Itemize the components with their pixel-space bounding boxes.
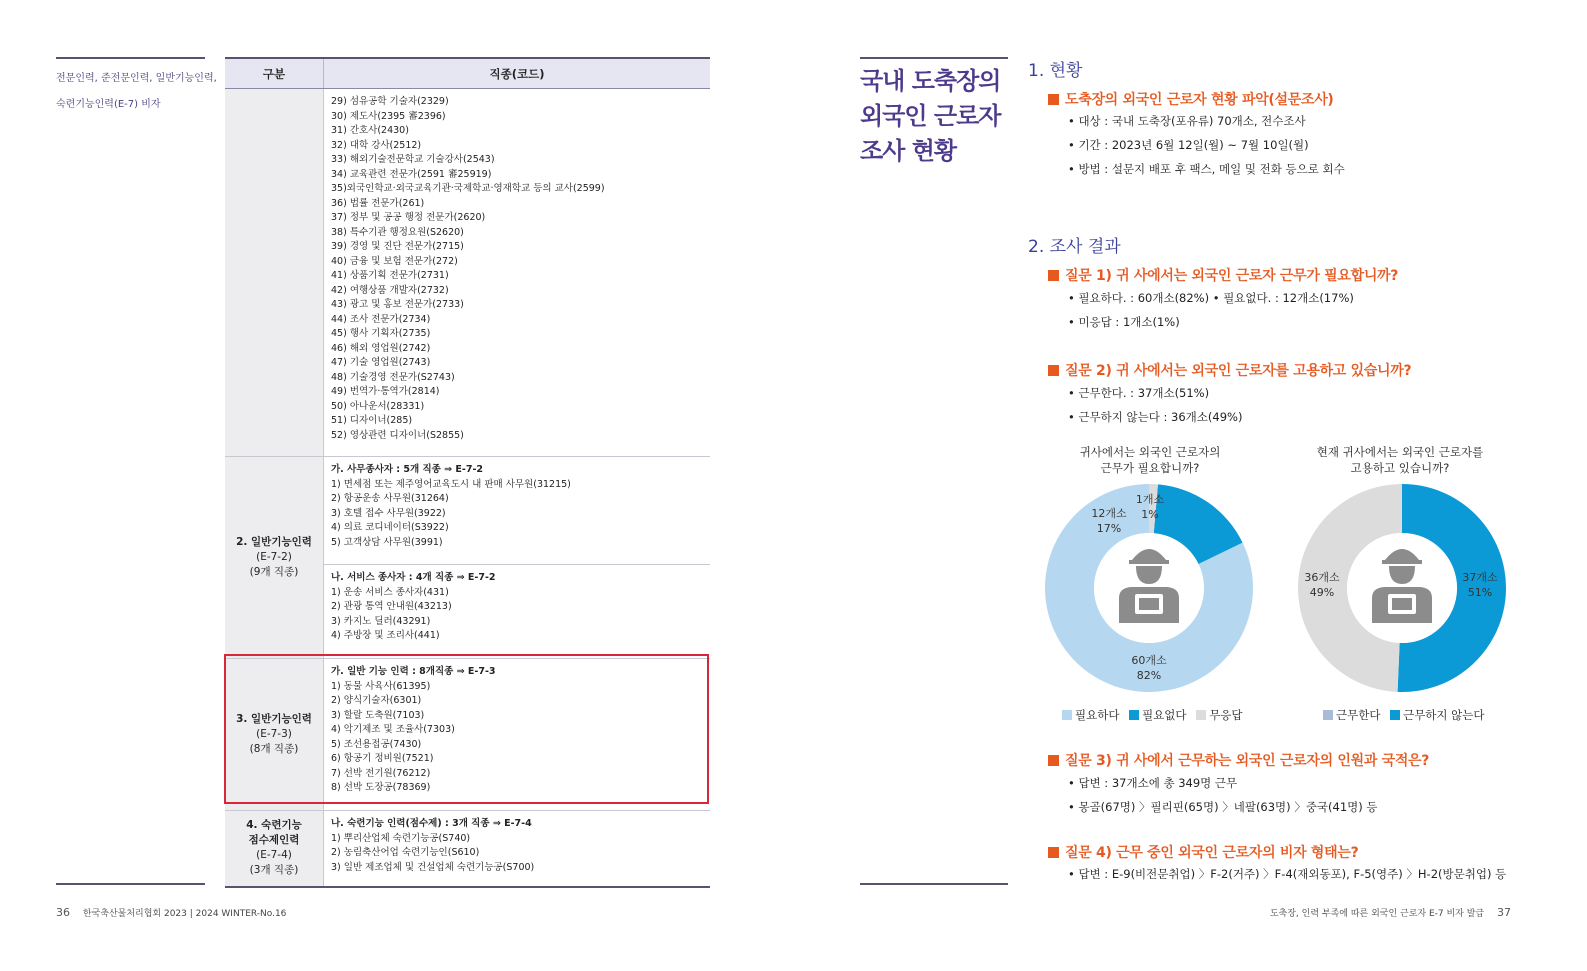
category-code: (E-7-2) [256, 551, 292, 563]
job-item: 4) 주방장 및 조리사(441) [331, 630, 440, 641]
footer-text: 한국축산물처리협회 2023 | 2024 WINTER-No.16 [82, 909, 287, 919]
job-item: 30) 제도사(2395 審2396) [331, 110, 446, 122]
chart-title-line: 현재 귀사에서는 외국인 근로자를 [1316, 445, 1484, 459]
chart2-legend [1317, 707, 1485, 723]
footer-text: 도축장, 인력 부족에 따른 외국인 근로자 E-7 비자 발급 [1269, 909, 1485, 919]
slice-count: 37개소 [1462, 571, 1498, 584]
sidebar-line: 전문인력, 준전문인력, 일반기능인력, [56, 73, 217, 84]
category-cell-empty [225, 89, 324, 457]
chart2-title [1290, 444, 1510, 476]
job-item: 41) 상품기획 전문가(2731) [331, 270, 449, 281]
job-item: 3) 할랄 도축원(7103) [331, 709, 425, 721]
slice-count: 12개소 [1091, 507, 1127, 520]
job-item: 4) 의료 코디네이터(S3922) [331, 522, 449, 533]
job-item: 38) 특수기관 행정요원(S2620) [331, 226, 464, 238]
job-item: 45) 행사 기획자(2735) [331, 328, 431, 339]
job-item: 3) 카지노 딜러(43291) [331, 615, 431, 627]
bullet-text: • 필요하다. : 60개소(82%) • 필요없다. : 12개소(17%) [1068, 291, 1354, 305]
bullet-text: • 근무하지 않는다 : 36개소(49%) [1068, 410, 1243, 424]
square-bullet-icon [1048, 847, 1059, 858]
question-text: 질문 4) 근무 중인 외국인 근로자의 비자 형태는? [1065, 845, 1359, 861]
job-item: 42) 여행상품 개발자(2732) [331, 284, 449, 296]
slice-percent: 51% [1467, 586, 1493, 599]
square-bullet-icon [1048, 755, 1059, 766]
job-item: 46) 해외 영업원(2742) [331, 342, 431, 354]
legend-swatch [1062, 710, 1072, 720]
job-item: 34) 교육관련 전문가(2591 審25919) [331, 168, 492, 180]
chart-title-line: 귀사에서는 외국인 근로자의 [1079, 445, 1221, 459]
square-bullet-icon [1048, 365, 1059, 376]
subgroup-title: 가. 사무종사자 : 5개 직종 ⇒ E-7-2 [331, 464, 484, 475]
job-item: 6) 항공기 정비원(7521) [331, 753, 434, 764]
chart1-label-noresponse [1130, 492, 1170, 522]
bullet-text: • 방법 : 설문지 배포 후 팩스, 메일 및 전화 등으로 회수 [1068, 162, 1345, 176]
title-top-rule [860, 57, 1008, 59]
category-count: (3개 직종) [249, 864, 299, 877]
job-list-cell [324, 565, 711, 659]
square-bullet-icon [1048, 94, 1059, 105]
legend-swatch [1196, 710, 1206, 720]
bullet-text: • 기간 : 2023년 6월 12일(월) ~ 7월 10일(월) [1068, 138, 1309, 152]
job-item: 36) 법률 전문가(261) [331, 197, 425, 209]
subgroup-title: 가. 일반 기능 인력 : 8개직종 ⇒ E-7-3 [331, 666, 496, 677]
title-line: 외국인 근로자 [860, 102, 1001, 130]
job-item: 2) 항공운송 사무원(31264) [331, 493, 449, 504]
job-item: 37) 정부 및 공공 행정 전문가(2620) [331, 212, 486, 223]
category-name: 점수제인력 [248, 834, 300, 847]
category-name: 4. 숙련기능 [246, 819, 302, 832]
slice-percent: 17% [1096, 522, 1122, 535]
job-list [331, 478, 704, 551]
job-item: 50) 아나운서(28331) [331, 400, 425, 412]
category-cell-e74 [225, 811, 324, 887]
category-count: (9개 직종) [249, 566, 299, 578]
slice-count: 60개소 [1131, 654, 1167, 667]
heading-results: 2. 조사 결과 [1028, 237, 1121, 257]
job-item: 1) 운송 서비스 종사자(431) [331, 586, 449, 598]
job-item: 40) 금융 및 보험 전문가(272) [331, 255, 458, 267]
job-list-cell [324, 457, 711, 565]
category-name: 3. 일반기능인력 [236, 713, 312, 725]
slice-count: 1개소 [1135, 493, 1165, 506]
chart-title-line: 고용하고 있습니까? [1350, 461, 1450, 475]
overall-pocket [1392, 598, 1412, 610]
slice-percent: 49% [1309, 586, 1335, 599]
bullet-text: • 근무한다. : 37개소(51%) [1068, 386, 1210, 400]
title-bottom-rule [860, 883, 1008, 885]
category-count: (8개 직종) [249, 743, 299, 755]
job-item: 4) 악기제조 및 조율사(7303) [331, 724, 455, 735]
job-item: 51) 디자이너(285) [331, 415, 413, 426]
job-item: 3) 호텔 접수 사무원(3922) [331, 507, 446, 519]
legend-swatch [1129, 710, 1139, 720]
bullet-text: • 대상 : 국내 도축장(포유류) 70개소, 전수조사 [1068, 114, 1306, 128]
category-code: (E-7-4) [256, 849, 292, 862]
legend-label: 필요없다 [1142, 708, 1187, 722]
chart1-legend [1056, 707, 1243, 723]
job-item: 1) 뿌리산업체 숙련기능공(S740) [331, 832, 471, 844]
job-item: 43) 광고 및 홍보 전문가(2733) [331, 299, 464, 310]
chart2-label-notemployed [1298, 570, 1346, 600]
job-item: 31) 간호사(2430) [331, 125, 409, 136]
job-list-cell [324, 811, 711, 887]
job-item: 35)외국인학교·외국교육기관·국제학교·영재학교 등의 교사(2599) [331, 183, 605, 194]
question-text: 질문 2) 귀 사에서는 외국인 근로자를 고용하고 있습니까? [1065, 363, 1412, 379]
question-3 [1048, 750, 1429, 770]
job-list [331, 586, 704, 644]
subgroup-title: 나. 숙련기능 인력(점수제) : 3개 직종 ⇒ E-7-4 [331, 818, 532, 829]
highlight-box [224, 654, 709, 804]
job-item: 5) 조선용접공(7430) [331, 738, 422, 750]
legend-label: 근무한다 [1336, 708, 1381, 722]
question-2 [1048, 360, 1411, 380]
question-text: 질문 1) 귀 사에서는 외국인 근로자 근무가 필요합니까? [1065, 268, 1399, 284]
chart1-label-notneeded [1085, 506, 1133, 536]
question-text: 도축장의 외국인 근로자 현황 파악(설문조사) [1065, 92, 1334, 108]
overall-pocket [1139, 598, 1159, 610]
question-survey [1048, 89, 1334, 109]
title-line: 조사 현황 [860, 137, 957, 165]
page-number: 36 [56, 906, 70, 919]
job-item: 1) 면세점 또는 제주영어교육도시 내 판매 사무원(31215) [331, 478, 571, 490]
slice-percent: 1% [1141, 508, 1159, 521]
page-number: 37 [1497, 906, 1511, 919]
slice-count: 36개소 [1304, 571, 1340, 584]
job-list [331, 832, 704, 876]
job-item: 33) 해외기술전문학교 기술강사(2543) [331, 154, 495, 165]
footer-right [1270, 906, 1511, 919]
header-job-code: 직종(코드) [324, 58, 711, 89]
job-item: 8) 선박 도장공(78369) [331, 782, 431, 793]
job-item: 52) 영상관련 디자이너(S2855) [331, 429, 464, 441]
bullet-text: • 몽골(67명) 〉필리핀(65명) 〉네팔(63명) 〉중국(41명) 등 [1068, 800, 1378, 814]
job-item: 32) 대학 강사(2512) [331, 139, 422, 151]
header-category: 구분 [225, 58, 324, 89]
job-item: 2) 양식기술자(6301) [331, 695, 422, 706]
job-item: 47) 기술 영업원(2743) [331, 357, 431, 368]
legend-label: 무응답 [1209, 708, 1243, 722]
job-item: 48) 기술경영 전문가(S2743) [331, 371, 455, 383]
question-text: 질문 3) 귀 사에서 근무하는 외국인 근로자의 인원과 국적은? [1065, 753, 1430, 769]
job-item: 3) 일반 제조업체 및 건설업체 숙련기능공(S700) [331, 861, 535, 873]
question-4 [1048, 842, 1358, 862]
job-list-cell [324, 89, 711, 457]
question-1 [1048, 265, 1398, 285]
job-item: 2) 농림축산어업 숙련기능인(S610) [331, 847, 480, 858]
job-item: 7) 선박 전기원(76212) [331, 767, 431, 779]
job-item: 39) 경영 및 진단 전문가(2715) [331, 241, 464, 252]
section-title [860, 64, 1000, 169]
sidebar-caption [56, 66, 217, 118]
square-bullet-icon [1048, 270, 1059, 281]
footer-left [56, 906, 286, 919]
slice-percent: 82% [1136, 669, 1162, 682]
job-item: 2) 관광 통역 안내원(43213) [331, 601, 452, 612]
job-list [331, 95, 704, 443]
chart2-label-employed [1456, 570, 1504, 600]
legend-swatch [1323, 710, 1333, 720]
category-name: 2. 일반기능인력 [236, 536, 312, 548]
job-item: 49) 번역가·통역가(2814) [331, 386, 440, 397]
legend-label: 필요하다 [1075, 708, 1120, 722]
job-item: 5) 고객상담 사무원(3991) [331, 536, 443, 548]
heading-status: 1. 현황 [1028, 61, 1083, 81]
subgroup-title: 나. 서비스 종사자 : 4개 직종 ⇒ E-7-2 [331, 572, 496, 583]
legend-swatch [1390, 710, 1400, 720]
job-item: 1) 동물 사육사(61395) [331, 680, 431, 692]
chart1-label-needed [1124, 653, 1174, 683]
bullet-text: • 미응답 : 1개소(1%) [1068, 315, 1180, 329]
title-line: 국내 도축장의 [860, 67, 1001, 95]
sidebar-bottom-rule [56, 883, 205, 885]
job-item: 29) 섬유공학 기술자(2329) [331, 96, 449, 107]
category-code: (E-7-3) [256, 728, 292, 740]
sidebar-line: 숙련기능인력(E-7) 비자 [56, 99, 161, 110]
category-cell-e72 [225, 457, 324, 659]
sidebar-top-rule [56, 57, 205, 59]
chart1-title [1050, 444, 1250, 476]
job-item: 44) 조사 전문가(2734) [331, 313, 431, 325]
bullet-text: • 답변 : E-9(비전문취업) 〉F-2(거주) 〉F-4(재외동포), F-5(영주) 〉H-2(방문취업) 등 [1068, 867, 1507, 881]
legend-label: 근무하지 않는다 [1403, 708, 1485, 722]
chart-title-line: 근무가 필요합니까? [1100, 461, 1200, 475]
bullet-text: • 답변 : 37개소에 총 349명 근무 [1068, 776, 1238, 790]
